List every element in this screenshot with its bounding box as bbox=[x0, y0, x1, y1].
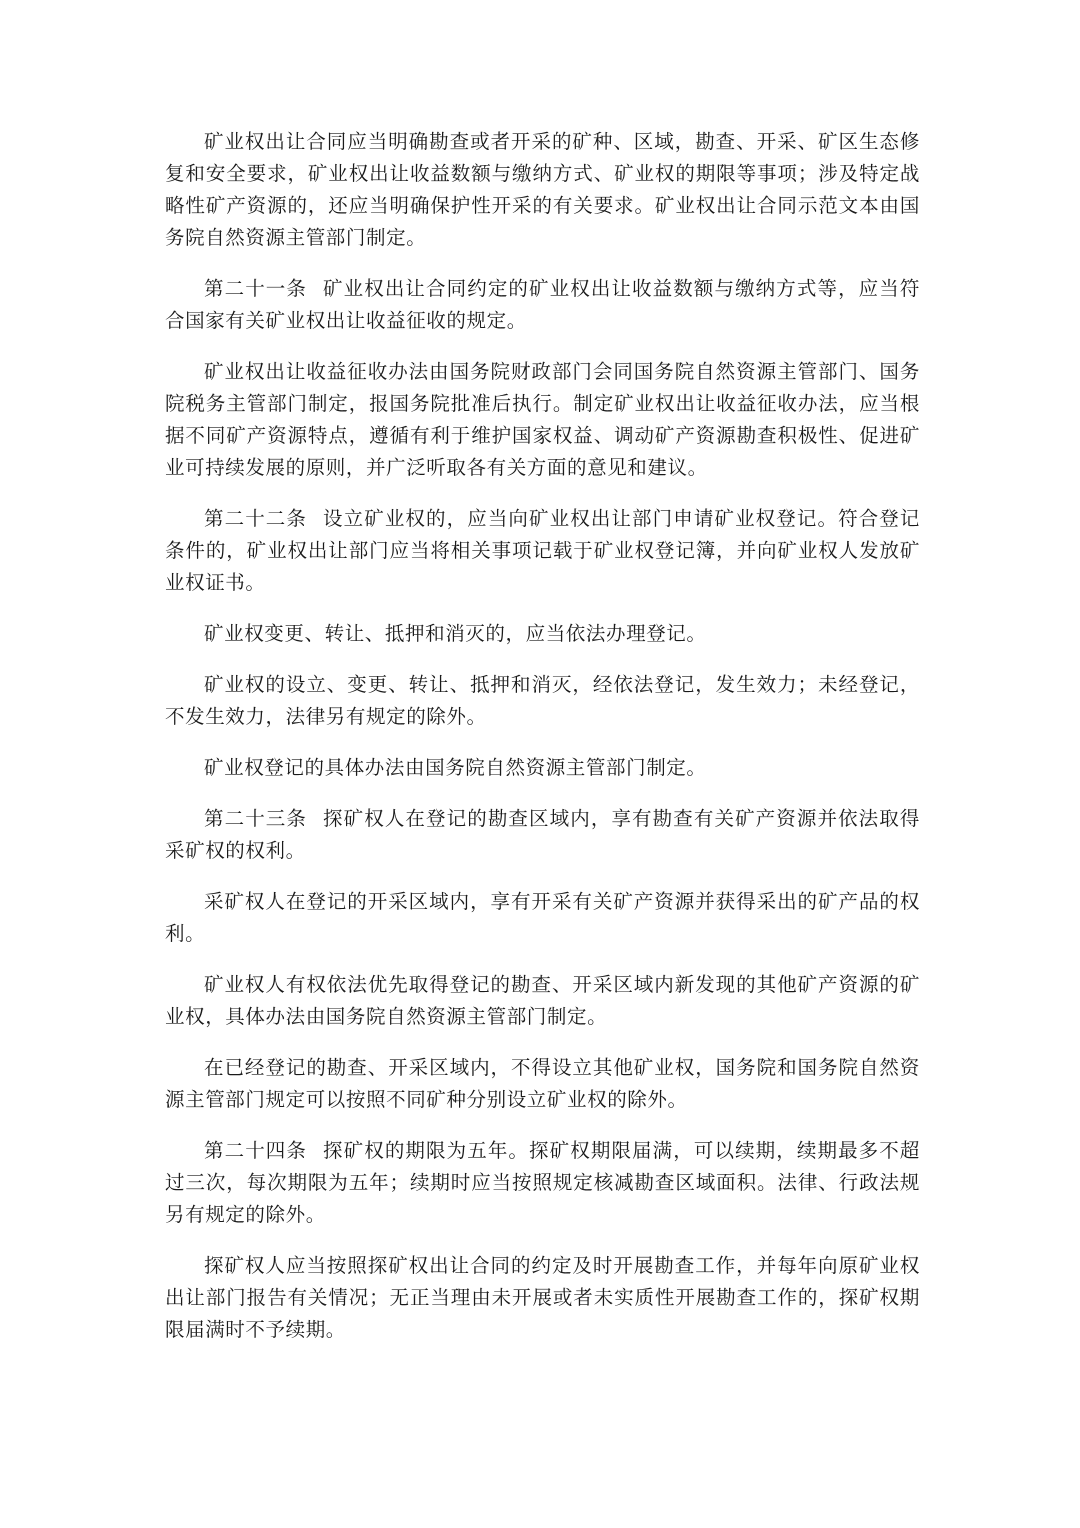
article-number: 第二十三条 bbox=[204, 807, 308, 830]
paragraph-text: 矿业权的设立、变更、转让、抵押和消灭，经依法登记，发生效力；未经登记，不发生效力，法律另有规定的除外。 bbox=[165, 673, 920, 728]
article-paragraph bbox=[165, 503, 920, 599]
paragraph-text: 探矿权人在登记的勘查区域内，享有勘查有关矿产资源并依法取得采矿权的权利。 bbox=[165, 807, 920, 862]
paragraph-text: 矿业权人有权依法优先取得登记的勘查、开采区域内新发现的其他矿产资源的矿业权，具体办法由国务院自然资源主管部门制定。 bbox=[165, 973, 920, 1028]
paragraph-text: 探矿权人应当按照探矿权出让合同的约定及时开展勘查工作，并每年向原矿业权出让部门报告有关情况；无正当理由未开展或者未实质性开展勘查工作的，探矿权期限届满时不予续期。 bbox=[165, 1254, 920, 1341]
article-number: 第二十四条 bbox=[204, 1139, 308, 1162]
paragraph-text: 在已经登记的勘查、开采区域内，不得设立其他矿业权，国务院和国务院自然资源主管部门规定可以按照不同矿种分别设立矿业权的除外。 bbox=[165, 1056, 920, 1111]
paragraph bbox=[165, 969, 920, 1033]
paragraph bbox=[165, 669, 920, 733]
paragraph bbox=[165, 126, 920, 254]
paragraph bbox=[165, 356, 920, 484]
paragraph bbox=[165, 618, 920, 650]
article-paragraph bbox=[165, 273, 920, 337]
paragraph-text: 矿业权出让合同约定的矿业权出让收益数额与缴纳方式等，应当符合国家有关矿业权出让收益征收的规定。 bbox=[165, 277, 920, 332]
paragraph-text: 设立矿业权的，应当向矿业权出让部门申请矿业权登记。符合登记条件的，矿业权出让部门应当将相关事项记载于矿业权登记簿，并向矿业权人发放矿业权证书。 bbox=[165, 507, 920, 594]
paragraph-text: 矿业权出让合同应当明确勘查或者开采的矿种、区域，勘查、开采、矿区生态修复和安全要求，矿业权出让收益数额与缴纳方式、矿业权的期限等事项；涉及特定战略性矿产资源的，还应当明确保护性开采的有关要求。矿业权出让合同示范文本由国务院自然资源主管部门制定。 bbox=[165, 130, 920, 249]
article-paragraph bbox=[165, 803, 920, 867]
paragraph-text: 探矿权的期限为五年。探矿权期限届满，可以续期，续期最多不超过三次，每次期限为五年；续期时应当按照规定核减勘查区域面积。法律、行政法规另有规定的除外。 bbox=[165, 1139, 920, 1226]
paragraph-text: 矿业权出让收益征收办法由国务院财政部门会同国务院自然资源主管部门、国务院税务主管部门制定，报国务院批准后执行。制定矿业权出让收益征收办法，应当根据不同矿产资源特点，遵循有利于维护国家权益、调动矿产资源勘查积极性、促进矿业可持续发展的原则，并广泛听取各有关方面的意见和建议。 bbox=[165, 360, 920, 479]
paragraph bbox=[165, 886, 920, 950]
paragraph-text: 矿业权登记的具体办法由国务院自然资源主管部门制定。 bbox=[204, 756, 707, 779]
paragraph bbox=[165, 752, 920, 784]
article-number: 第二十二条 bbox=[204, 507, 308, 530]
paragraph bbox=[165, 1250, 920, 1346]
paragraph-text: 采矿权人在登记的开采区域内，享有开采有关矿产资源并获得采出的矿产品的权利。 bbox=[165, 890, 920, 945]
document-page bbox=[165, 126, 920, 1365]
article-paragraph bbox=[165, 1135, 920, 1231]
paragraph-text: 矿业权变更、转让、抵押和消灭的，应当依法办理登记。 bbox=[204, 622, 707, 645]
article-number: 第二十一条 bbox=[204, 277, 308, 300]
paragraph bbox=[165, 1052, 920, 1116]
